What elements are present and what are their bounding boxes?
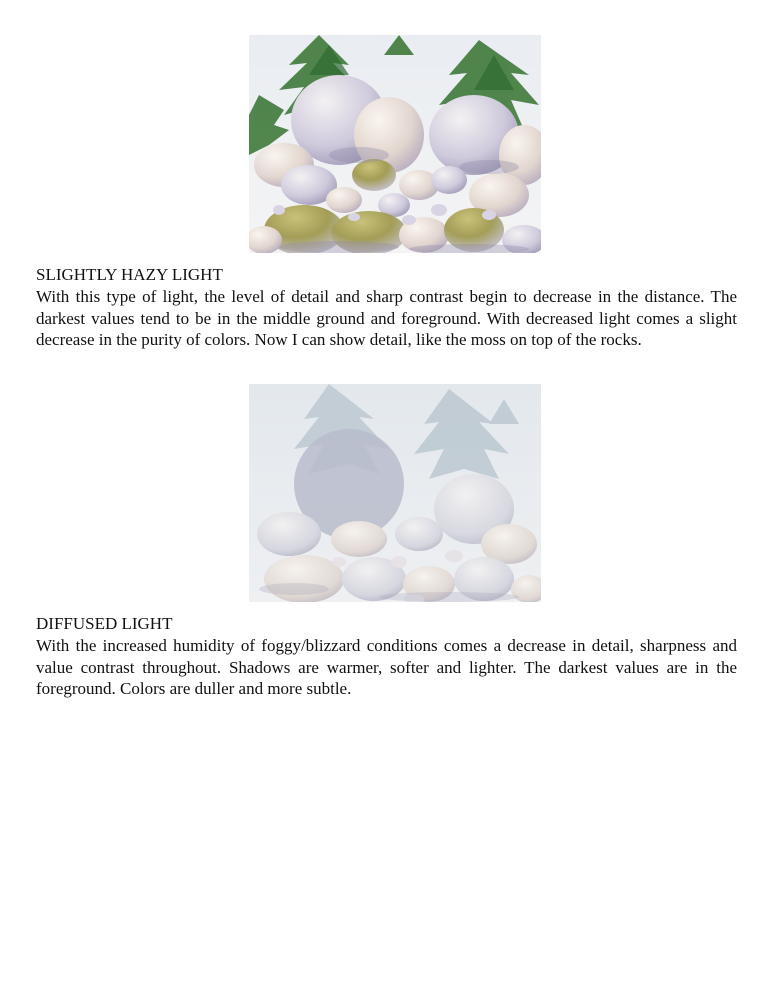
watercolor-boulders-foggy-illustration (249, 384, 541, 602)
section-body: With this type of light, the level of detail and sharp contrast begin to decrease in the distance. The darkest values tend to be in the middle ground and foreground. With decreased light comes a slight decrease in the purity of colors. Now I can show detail, like the moss on top of the rocks. (36, 286, 737, 350)
section-diffused-light (36, 613, 737, 700)
section-slightly-hazy-light (36, 264, 737, 351)
section-body: With the increased humidity of foggy/blizzard conditions comes a decrease in detail, sharpness and value contrast throughout. Shadows are warmer, softer and lighter. The darkest values are in the foreground. Colors are duller and more subtle. (36, 635, 737, 699)
section-heading: SLIGHTLY HAZY LIGHT (36, 265, 223, 284)
watercolor-boulders-foggy-image (249, 384, 541, 602)
watercolor-boulders-hazy-image (249, 35, 541, 253)
watercolor-boulders-hazy-illustration (249, 35, 541, 253)
section-heading: DIFFUSED LIGHT (36, 614, 173, 633)
